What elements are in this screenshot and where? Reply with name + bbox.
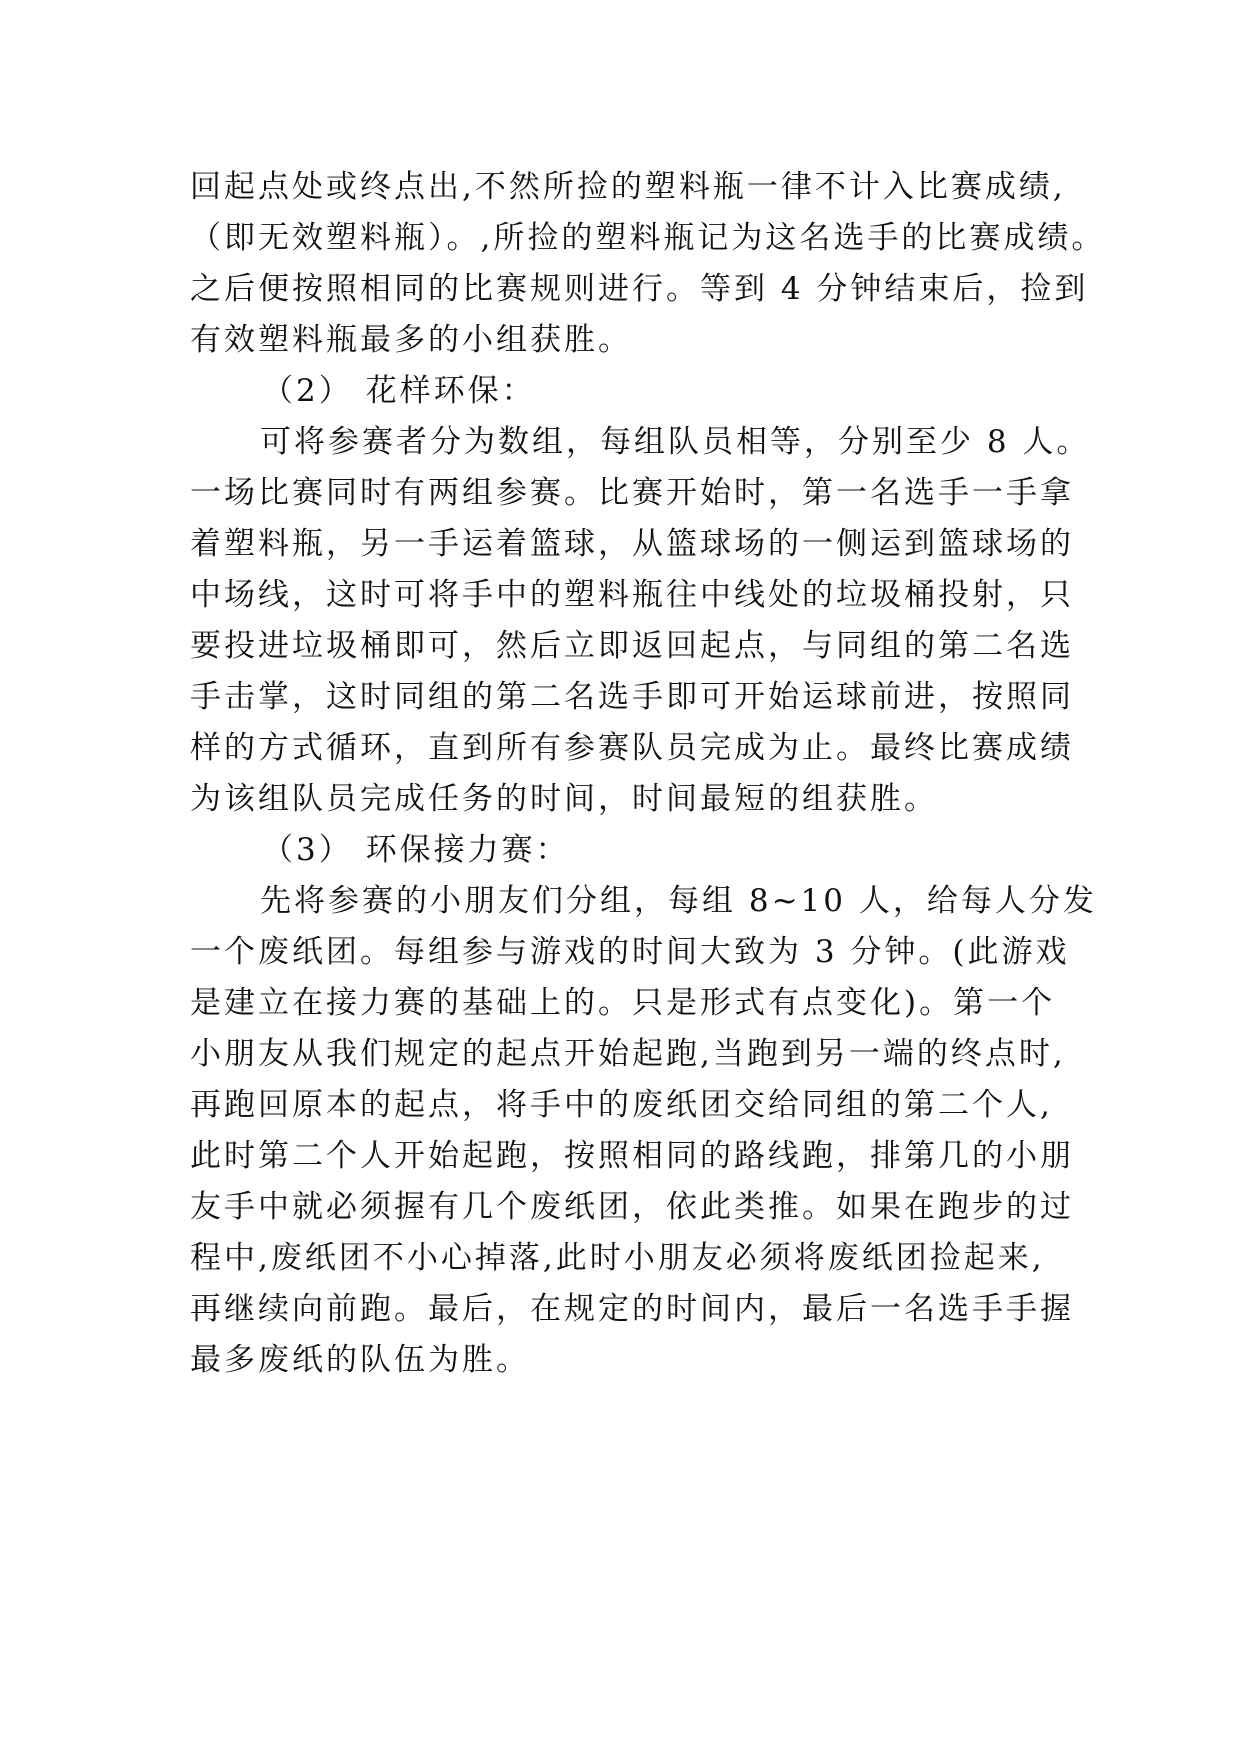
text-line: 是建立在接力赛的基础上的。只是形式有点变化)。第一个: [190, 985, 1056, 1021]
text-line: 回起点处或终点出,不然所捡的塑料瓶一律不计入比赛成绩,: [190, 169, 1066, 205]
text-line: 再跑回原本的起点，将手中的废纸团交给同组的第二个人,: [190, 1087, 1053, 1123]
text-line: 最多废纸的队伍为胜。: [190, 1342, 530, 1378]
text-line: 之后便按照相同的比赛规则进行。等到 4 分钟结束后，捡到: [190, 271, 1089, 307]
text-line: 程中,废纸团不小心掉落,此时小朋友必须将废纸团捡起来,: [190, 1240, 1045, 1276]
section-heading: （3） 环保接力赛：: [262, 832, 570, 868]
paragraph-first-line: 可将参赛者分为数组，每组队员相等，分别至少 8 人。: [260, 424, 1091, 460]
text-line: 着塑料瓶，另一手运着篮球，从篮球场的一侧运到篮球场的: [190, 526, 1074, 562]
text-line: 此时第二个人开始起跑，按照相同的路线跑，排第几的小朋: [190, 1138, 1074, 1174]
text-line: 有效塑料瓶最多的小组获胜。: [190, 322, 632, 358]
text-line: 为该组队员完成任务的时间，时间最短的组获胜。: [190, 781, 938, 817]
text-line: 再继续向前跑。最后，在规定的时间内，最后一名选手手握: [190, 1291, 1074, 1327]
paragraph-first-line: 先将参赛的小朋友们分组，每组 8~10 人，给每人分发: [260, 883, 1097, 919]
text-line: 中场线，这时可将手中的塑料瓶往中线处的垃圾桶投射，只: [190, 577, 1074, 613]
text-line: 一个废纸团。每组参与游戏的时间大致为 3 分钟。(此游戏: [190, 934, 1070, 970]
text-line: 小朋友从我们规定的起点开始起跑,当跑到另一端的终点时,: [190, 1036, 1066, 1072]
text-line: 样的方式循环，直到所有参赛队员完成为止。最终比赛成绩: [190, 730, 1074, 766]
text-line: 一场比赛同时有两组参赛。比赛开始时，第一名选手一手拿: [190, 475, 1074, 511]
text-line: 要投进垃圾桶即可，然后立即返回起点，与同组的第二名选: [190, 628, 1074, 664]
section-heading: （2） 花样环保：: [262, 373, 536, 409]
text-line: 手击掌，这时同组的第二名选手即可开始运球前进，按照同: [190, 679, 1074, 715]
text-line: （即无效塑料瓶）。,所捡的塑料瓶记为这名选手的比赛成绩。: [190, 220, 1106, 256]
text-line: 友手中就必须握有几个废纸团，依此类推。如果在跑步的过: [190, 1189, 1074, 1225]
